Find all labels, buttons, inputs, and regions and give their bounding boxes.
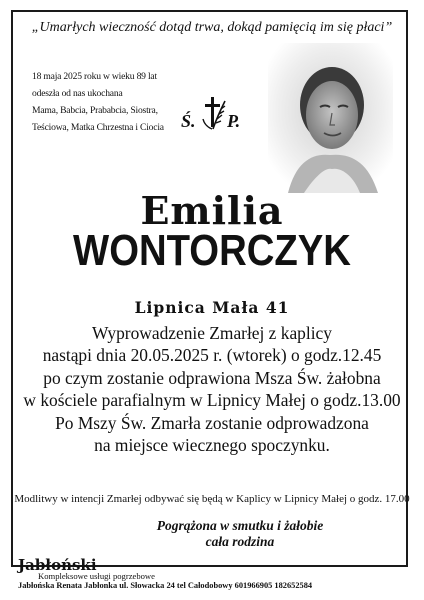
funeral-home-footer [18, 556, 318, 590]
announcement-line: Wyprowadzenie Zmarłej z kaplicy [92, 323, 332, 343]
bio-line: odeszła od nas ukochana [32, 88, 123, 99]
memorial-quote: „Umarłych wieczność dotąd trwa, dokąd pamięcią im się płaci” [31, 20, 393, 35]
funeral-announcement [0, 322, 424, 456]
cross-with-palm-icon [199, 93, 227, 137]
announcement-line: Po Mszy Św. Zmarła zostanie odprowadzona [55, 412, 369, 433]
mourning-line: cała rodzina [205, 534, 275, 549]
announcement-line: w kościele parafialnym w Lipnicy Małej o godz.13.00 [23, 390, 401, 411]
announcement-line: po czym zostanie odprawiona Msza Św. żałobna [43, 367, 381, 388]
deceased-last-name: WONTORCZYK [73, 226, 351, 275]
bio-line: 18 maja 2025 roku w wieku 89 lat [32, 71, 157, 82]
portrait-photo [268, 43, 393, 193]
prayers-notice: Modlitwy w intencji Zmarłej odbywać się będą w Kaplicy w Lipnicy Małej o godz. 17.00 [14, 493, 410, 505]
announcement-line: nastąpi dnia 20.05.2025 r. (wtorek) o godz.12.45 [42, 345, 382, 366]
funeral-home-contact: Jabłońska Renata Jabłonka ul. Słowacka 24 tel Całodobowy 601966905 182652584 [18, 581, 313, 590]
mourning-line: Pogrążona w smutku i żałobie [156, 518, 324, 533]
death-notice-text [32, 68, 162, 136]
symbol-left-letter: Ś. [181, 111, 196, 131]
funeral-home-name: Jabłoński [18, 556, 97, 574]
deceased-address: Lipnica Mała 41 [134, 298, 290, 317]
symbol-right-letter: P. [227, 111, 241, 131]
portrait-image [268, 43, 393, 193]
deceased-first-name: Emilia [140, 188, 284, 233]
mourning-signature [0, 518, 424, 550]
funeral-home-tagline: Kompleksowe usługi pogrzebowe [38, 571, 155, 581]
announcement-line: na miejsce wiecznego spoczynku. [94, 435, 330, 456]
memorial-symbol [181, 93, 241, 143]
bio-line: Mama, Babcia, Prababcia, Siostra, [32, 105, 158, 116]
bio-line: Teściowa, Matka Chrzestna i Ciocia [32, 122, 164, 133]
